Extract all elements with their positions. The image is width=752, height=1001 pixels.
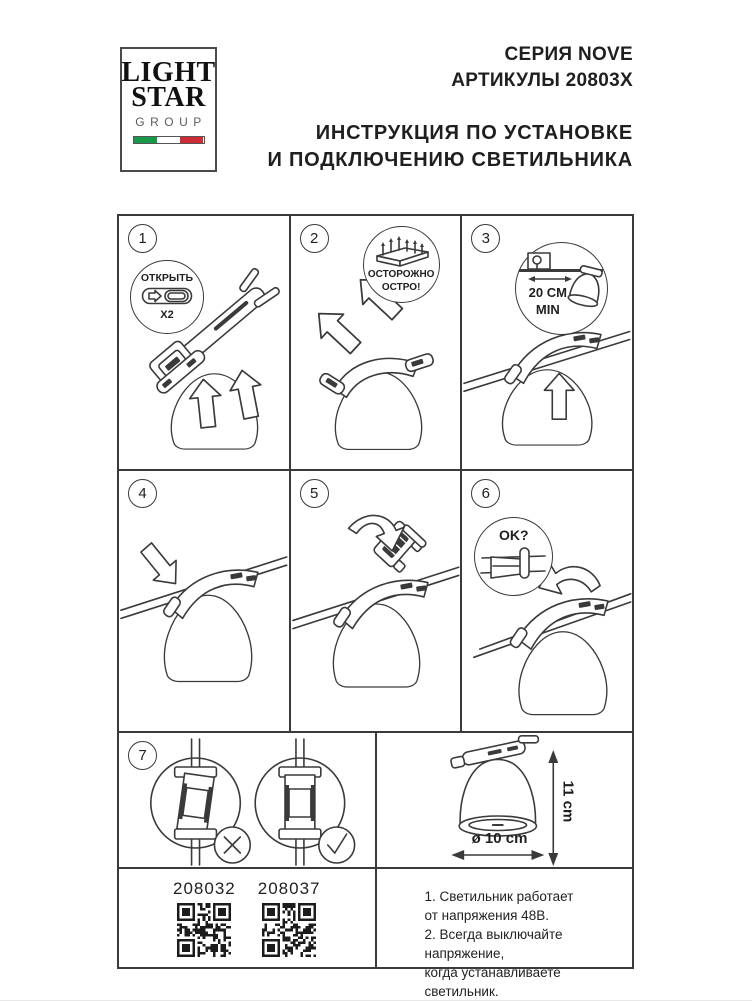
document-title bbox=[267, 120, 633, 174]
header-titles bbox=[267, 42, 633, 174]
step-6-illustration bbox=[462, 471, 632, 731]
logo-text-group: GROUP bbox=[135, 115, 207, 129]
step-2-number: 2 bbox=[300, 224, 329, 253]
dimensions-panel bbox=[376, 732, 634, 868]
step-4-panel bbox=[118, 470, 290, 732]
step-6-number: 6 bbox=[471, 479, 500, 508]
step-1-number: 1 bbox=[128, 224, 157, 253]
height-dimension-arrow bbox=[548, 750, 558, 866]
title-line-1: ИНСТРУКЦИЯ ПО УСТАНОВКЕ bbox=[315, 122, 633, 144]
step-5-panel bbox=[290, 470, 462, 732]
step-1-illustration bbox=[119, 216, 289, 469]
step-2-panel bbox=[290, 215, 462, 470]
logo-text-star: STAR bbox=[131, 82, 206, 113]
title-line-2: И ПОДКЛЮЧЕНИЮ СВЕТИЛЬНИКА bbox=[267, 149, 633, 171]
article-208037 bbox=[258, 879, 321, 957]
diameter-dimension-arrow bbox=[451, 850, 544, 860]
clip-side-view-icon bbox=[475, 518, 551, 594]
ok-callout bbox=[474, 517, 553, 596]
step-5-number: 5 bbox=[300, 479, 329, 508]
distance-value: 20 CM bbox=[528, 285, 567, 300]
safety-notes bbox=[425, 887, 633, 1001]
series-name: СЕРИЯ NOVE bbox=[504, 44, 633, 65]
sharp-pins-icon bbox=[371, 235, 433, 269]
step-7-illustration bbox=[119, 733, 375, 867]
note-line-4: когда устанавливаете светильник. bbox=[424, 965, 561, 999]
distance-min: MIN bbox=[535, 302, 560, 317]
logo-text-light: LIGHT bbox=[121, 57, 216, 88]
step-7-number: 7 bbox=[128, 741, 157, 770]
step-3-panel bbox=[461, 215, 633, 470]
note-line-2: от напряжения 48В. bbox=[424, 908, 549, 923]
step-4-number: 4 bbox=[128, 479, 157, 508]
sharp-warning-callout bbox=[363, 226, 440, 303]
correct-badge bbox=[319, 827, 355, 863]
remove-arrow-left-icon bbox=[307, 302, 366, 360]
article-208032 bbox=[173, 879, 236, 957]
diameter-value: ø 10 cm bbox=[471, 830, 528, 847]
open-callout bbox=[130, 260, 204, 334]
press-arrow-icon bbox=[135, 538, 187, 594]
italian-flag-icon bbox=[133, 136, 205, 144]
times-label: X2 bbox=[160, 309, 174, 321]
step-4-illustration bbox=[119, 471, 289, 731]
warning-line-1: ОСТОРОЖНО bbox=[367, 269, 435, 280]
slider-open-icon bbox=[141, 287, 193, 305]
lightstar-logo bbox=[120, 47, 217, 172]
note-line-1: 1. Светильник работает bbox=[424, 889, 574, 904]
article-code-label: 208032 bbox=[173, 879, 236, 898]
height-value: 11 cm bbox=[559, 780, 576, 823]
article-code-label: 208037 bbox=[257, 879, 321, 898]
step-5-illustration bbox=[291, 471, 461, 731]
qr-code bbox=[262, 903, 316, 957]
step-3-number: 3 bbox=[471, 224, 500, 253]
articles-line: АРТИКУЛЫ 20803X bbox=[451, 70, 633, 91]
qr-code bbox=[177, 903, 231, 957]
distance-callout bbox=[515, 242, 608, 335]
qr-codes-panel bbox=[118, 868, 376, 968]
steps-grid bbox=[117, 214, 634, 999]
ok-label: OK? bbox=[499, 527, 529, 543]
step-7-panel bbox=[118, 732, 376, 868]
step-1-panel bbox=[118, 215, 290, 470]
warning-line-2: ОСТРО! bbox=[381, 282, 421, 293]
step-6-panel bbox=[461, 470, 633, 732]
notes-panel bbox=[376, 868, 634, 999]
note-line-3: 2. Всегда выключайте напряжение, bbox=[424, 927, 563, 961]
open-label: ОТКРЫТЬ bbox=[140, 272, 194, 284]
